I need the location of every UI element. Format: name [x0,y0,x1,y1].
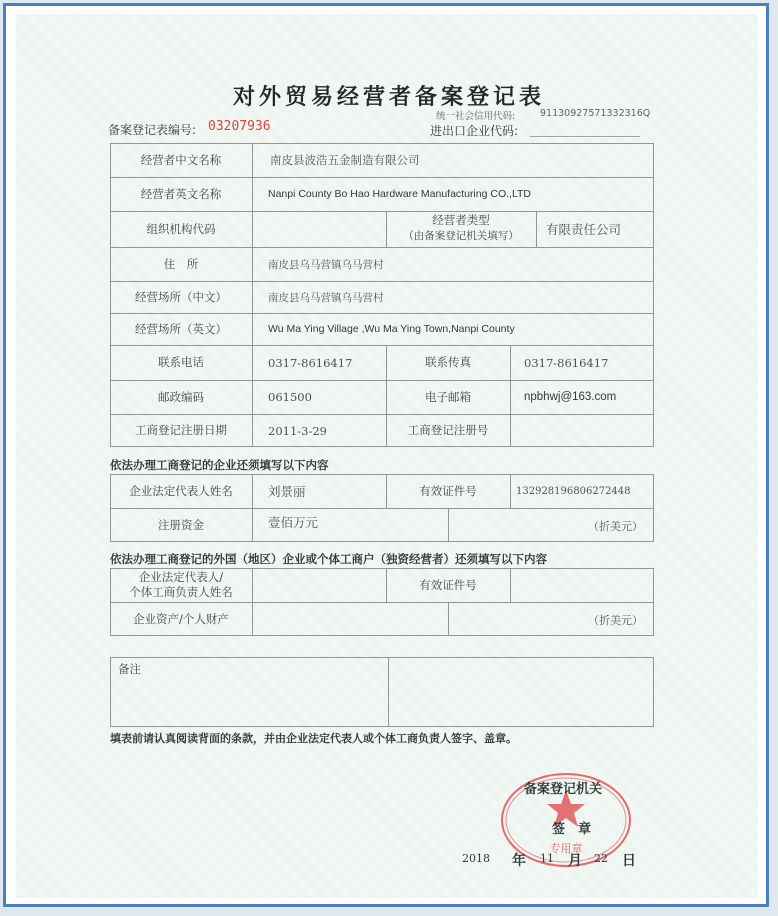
col-divider [252,568,253,636]
reg-no-label: 工商登记注册号 [407,423,489,437]
date-month: 11 [540,852,554,865]
month-unit: 月 [568,853,582,869]
site-cn-label: 经营场所（中文） [135,289,227,304]
section2-heading: 依法办理工商登记的外国（地区）企业或个体工商户（独资经营者）还须填写以下内容 [110,552,547,566]
org-code-label: 组织机构代码 [146,221,216,236]
date-day: 22 [594,852,608,865]
id-label: 有效证件号 [419,483,477,498]
col-divider [448,602,449,636]
notice-text: 填表前请认真阅读背面的条款，并由企业法定代表人或个体工商负责人签字、盖章。 [110,732,517,745]
form-no: 03207936 [208,119,271,134]
en-name-label: 经营者英文名称 [140,186,222,201]
col-divider [388,657,389,727]
form-no-label: 备案登记表编号: [108,123,197,137]
authority-label: 备案登记机关 [524,782,603,797]
email-label: 电子邮箱 [425,389,471,404]
cn-name-label: 经营者中文名称 [140,152,222,167]
type-label: 经营者类型 [432,213,490,227]
cn-name-value: 南皮县波浩五金制造有限公司 [270,153,420,167]
assets-label: 企业资产/个人财产 [133,611,229,626]
page-title: 对外贸易经营者备案登记表 [232,85,545,110]
phone-value: 0317-8616417 [268,355,353,370]
postcode-value: 061500 [268,390,312,404]
section1-heading: 依法办理工商登记的企业还须填写以下内容 [110,458,329,472]
reg-date-label: 工商登记注册日期 [135,423,227,437]
postcode-label: 邮政编码 [158,389,204,404]
remarks-label: 备注 [118,661,141,676]
site-cn-value: 南皮县乌马营镇乌马营村 [268,291,384,304]
col-divider [252,474,253,542]
email-value: npbhwj@163.com [524,391,617,403]
type-value: 有限责任公司 [546,222,622,237]
id2-label: 有效证件号 [419,577,477,592]
year-unit: 年 [512,853,526,869]
rep-name: 刘景丽 [268,484,306,499]
remarks-box [110,657,654,727]
credit-code: 91130927571332316Q [540,108,651,119]
col-divider [252,143,253,447]
site-en-value: Wu Ma Ying Village ,Wu Ma Ying Town,Nanpi County [268,323,515,335]
fax-value: 0317-8616417 [524,355,609,370]
rep2-label-1: 企业法定代表人/ [138,570,224,584]
assets-unit: （折美元） [588,614,643,627]
import-export-code-label: 进出口企业代码: [430,124,519,138]
import-export-code-line [530,136,640,137]
address-label: 住 所 [163,256,199,271]
phone-label: 联系电话 [158,355,204,369]
col-divider [510,474,511,508]
col-divider [510,568,511,602]
capital-label: 注册资金 [158,517,204,532]
address-value: 南皮县乌马营镇乌马营村 [268,258,384,271]
date-year: 2018 [462,852,490,865]
capital-unit: （折美元） [588,520,643,533]
sign-label: 签 章 [552,822,592,837]
type-label-note: （由备案登记机关填写） [403,230,519,242]
document-frame [3,3,769,907]
rep2-label-2: 个体工商负责人姓名 [129,585,233,599]
reg-date-value: 2011-3-29 [268,423,327,438]
seal-text: 专用章 [549,842,583,855]
rep-label: 企业法定代表人姓名 [129,483,233,498]
day-unit: 日 [622,853,636,869]
col-divider [536,211,537,247]
capital-value: 壹佰万元 [268,515,319,530]
fax-label: 联系传真 [425,355,471,369]
col-divider [510,345,511,447]
en-name-value: Nanpi County Bo Hao Hardware Manufacturing CO.,LTD [268,188,532,200]
col-divider [448,508,449,542]
credit-code-label: 统一社会信用代码: [436,111,516,122]
site-en-label: 经营场所（英文） [135,321,227,336]
id-no: 132928196806272448 [516,485,631,497]
